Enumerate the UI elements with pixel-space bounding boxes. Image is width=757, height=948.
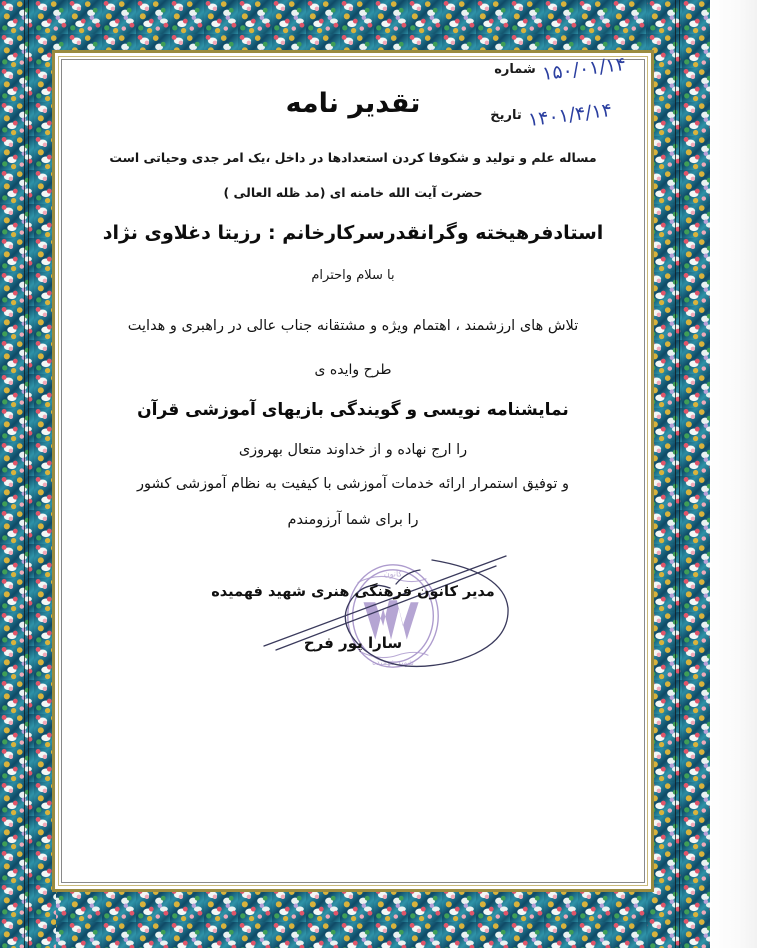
- body-paragraph-5: را برای شما آرزومندم: [287, 512, 419, 528]
- ornamental-border-bottom: [0, 888, 710, 948]
- signer-name: سارا پور فرح: [303, 634, 403, 652]
- official-stamp: [334, 556, 452, 676]
- body-highlight-subject: نمایشنامه نویسی و گویندگی بازیهای آموزشی قرآن: [137, 400, 569, 420]
- svg-text:کانون: کانون: [383, 569, 403, 579]
- reference-number-label: شماره: [494, 61, 536, 77]
- greeting-line: با سلام واحترام: [311, 268, 395, 283]
- quotation-text: مساله علم و تولید و شکوفا کردن استعدادها در داخل ،یک امر جدی وحیاتی است: [109, 150, 597, 165]
- border-rule-right-inner: [675, 0, 676, 948]
- certificate-content: [66, 30, 640, 878]
- body-paragraph-3: را ارج نهاده و از خداوند متعال بهروزی: [238, 442, 468, 458]
- body-paragraph-4: و توفیق استمرار ارائه خدمات آموزشی با کیفیت به نظام آموزشی کشور: [136, 476, 570, 492]
- border-rule-left-inner: [28, 0, 29, 948]
- body-paragraph-1: تلاش های ارزشمند ، اهتمام ویژه و مشتقانه جناب عالی در راهبری و هدایت: [127, 318, 579, 334]
- recipient-line: استادفرهیخته وگرانقدرسرکارخانم : رزیتا دغلاوی نژاد: [102, 222, 604, 244]
- border-rule-left-outer: [24, 0, 25, 948]
- document-title: تقدیر نامه: [285, 88, 421, 119]
- quotation-attribution: حضرت آیت الله خامنه ای (مد ظله العالی ): [223, 185, 483, 200]
- date-value: ۱۴۰۱/۴/۱۴: [526, 98, 614, 132]
- svg-text:شهید فهمیده: شهید فهمیده: [372, 658, 414, 668]
- signer-title: مدیر کانون فرهنگی هنری شهید فهمیده: [211, 584, 495, 600]
- body-paragraph-2: طرح وایده ی: [314, 362, 392, 378]
- reference-number-field: [494, 52, 628, 86]
- date-label: تاریخ: [490, 107, 522, 123]
- reference-number-value: ۱۵۰/۰۱/۱۴: [540, 52, 628, 86]
- signature-block: [66, 550, 640, 690]
- border-rule-right-outer: [679, 0, 680, 948]
